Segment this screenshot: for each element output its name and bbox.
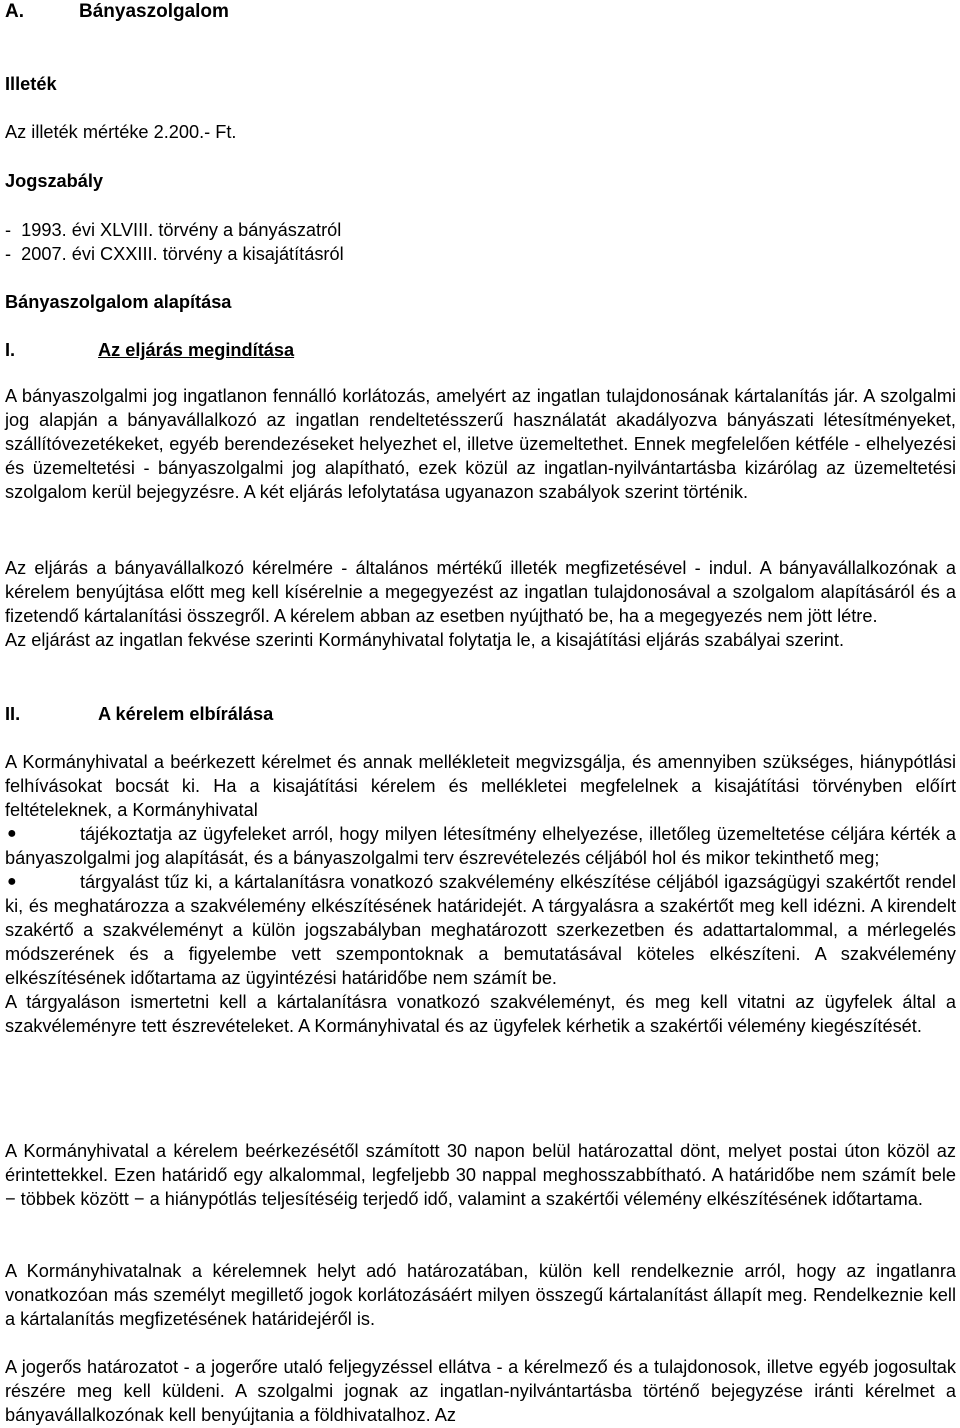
paragraph-8: A jogerős határozatot - a jogerőre utaló feljegyzéssel ellátva - a kérelmező és a tulajdonosok, illetve egyéb jogosultak részére meg kell küldeni. A szolgalmi jognak az ingatlan-nyilvántartásba történő bejegyzése iránti kérelmet a bányavállalkozónak kell benyújtania a földhivatalhoz. Az	[5, 1357, 956, 1425]
bullet-item	[5, 870, 956, 990]
paragraph-5: A tárgyaláson ismertetni kell a kártalanításra vonatkozó szakvéleményt, és meg kell vitatni az ügyfelek által a szakvéleményre tett észrevételeket. A Kormányhivatal és az ügyfelek kérhetik a szakértői vélemény kiegészítését.	[5, 992, 956, 1036]
paragraph-4: A Kormányhivatal a beérkezett kérelmet és annak mellékleteit megvizsgálja, és amennyiben szükséges, hiánypótlási felhívásokat bocsát ki. Ha a kisajátítási kérelem és mellékletei megfelelnek a kisajátítási törvényben előírt feltételeknek, a Kormányhivatal	[5, 752, 956, 820]
paragraph-1: A bányaszolgalmi jog ingatlanon fennálló korlátozás, amelyért az ingatlan tulajdonosának kártalanítás jár. A szolgalmi jog alapján a bányavállalkozó az ingatlan rendeltetésszerű használatát akadályozva bányászati létesítményeket, szállítóvezetékeket, egyéb berendezéseket helyezhet el, illetve üzemeltethet. Ennek megfelelően kétféle - elhelyezési és üzemeltetési - bányaszolgalmi jog alapítható, ezek közül az ingatlan-nyilvántartásba kizárólag az üzemeltetési szolgalom kerül bejegyzésre. A két eljárás lefolytatása ugyanazon szabályok szerint történik.	[5, 386, 956, 502]
section-a-heading	[5, 0, 229, 24]
alapitas-heading: Bányaszolgalom alapítása	[5, 292, 232, 312]
bullet-2-lead: tárgyalást	[80, 872, 159, 892]
section-1-number: I.	[5, 340, 16, 360]
bullet-1-text: az ügyfeleket arról, hogy milyen létesítmény elhelyezése, illetőleg üzemeltetése céljára kérték a bányaszolgalmi jog alapítását, és a bányaszolgalmi terv észrevételezés céljából hol és mikor tekinthető meg;	[5, 824, 956, 868]
paragraph-3: Az eljárást az ingatlan fekvése szerinti Kormányhivatal folytatja le, a kisajátítási eljárás szabályai szerint.	[5, 630, 845, 650]
paragraph-2: Az eljárás a bányavállalkozó kérelmére - általános mértékű illeték megfizetésével - indul. A bányavállalkozónak a kérelem benyújtása előtt meg kell kísérelnie a megegyezést az ingatlan tulajdonosával a szolgalom alapításáról és a fizetendő kártalanítási összegről. A kérelem abban az esetben nyújtható be, ha a megegyezés nem jött létre.	[5, 558, 956, 626]
section-2-number: II.	[5, 704, 21, 724]
bullet-item	[5, 822, 956, 870]
jogszabaly-item: - 2007. évi CXXIII. törvény a kisajátításról	[5, 244, 344, 264]
section-a-number: A.	[5, 1, 24, 22]
paragraph-6: A Kormányhivatal a kérelem beérkezésétől számított 30 napon belül határozattal dönt, melyet postai úton közöl az érintettekkel. Ezen határidő egy alkalommal, legfeljebb 30 nappal meghosszabbítható. A határidőbe nem számít bele − többek között − a hiánypótlás teljesítéséig terjedő idő, valamint a szakértői vélemény elkészítésének időtartama.	[5, 1141, 956, 1209]
jogszabaly-item: - 1993. évi XLVIII. törvény a bányászatról	[5, 220, 342, 240]
paragraph-7: A Kormányhivatalnak a kérelemnek helyt adó határozatában, külön kell rendelkeznie arról, hogy az ingatlanra vonatkozóan más személyt megillető jogok korlátozásáért milyen összegű kártalanítást állapít meg. Rendelkeznie kell a kártalanítás megfizetésének határidejéről is.	[5, 1261, 956, 1329]
bullet-2-text: tűz ki, a kártalanításra vonatkozó szakvélemény elkészítése céljából igazságügyi szakértőt rendel ki, és meghatározza a szakvélemény elkészítésének határidejét. A tárgyalásra a szakértőt meg kell idézni. A kirendelt szakértő a szakvéleményt a külön jogszabályban meghatározott szerkezetben és adattartalommal, a mérlegelés módszerének és a figyelembe vett szempontoknak a bemutatásával köteles elkészíteni. A szakvélemény elkészítésének időtartama az ügyintézési határidőbe nem számít be.	[5, 872, 956, 988]
bullet-icon: ●	[7, 873, 17, 890]
illetek-heading: Illeték	[5, 74, 57, 94]
illetek-text: Az illeték mértéke 2.200.- Ft.	[5, 122, 237, 142]
bullet-1-lead: tájékoztatja	[80, 824, 173, 844]
section-a-title: Bányaszolgalom	[79, 1, 229, 22]
section-1-heading	[5, 338, 294, 362]
jogszabaly-heading: Jogszabály	[5, 171, 104, 191]
bullet-icon: ●	[7, 825, 17, 842]
section-1-title: Az eljárás megindítása	[98, 340, 295, 360]
section-2-title: A kérelem elbírálása	[98, 704, 274, 724]
section-2-heading	[5, 702, 273, 726]
